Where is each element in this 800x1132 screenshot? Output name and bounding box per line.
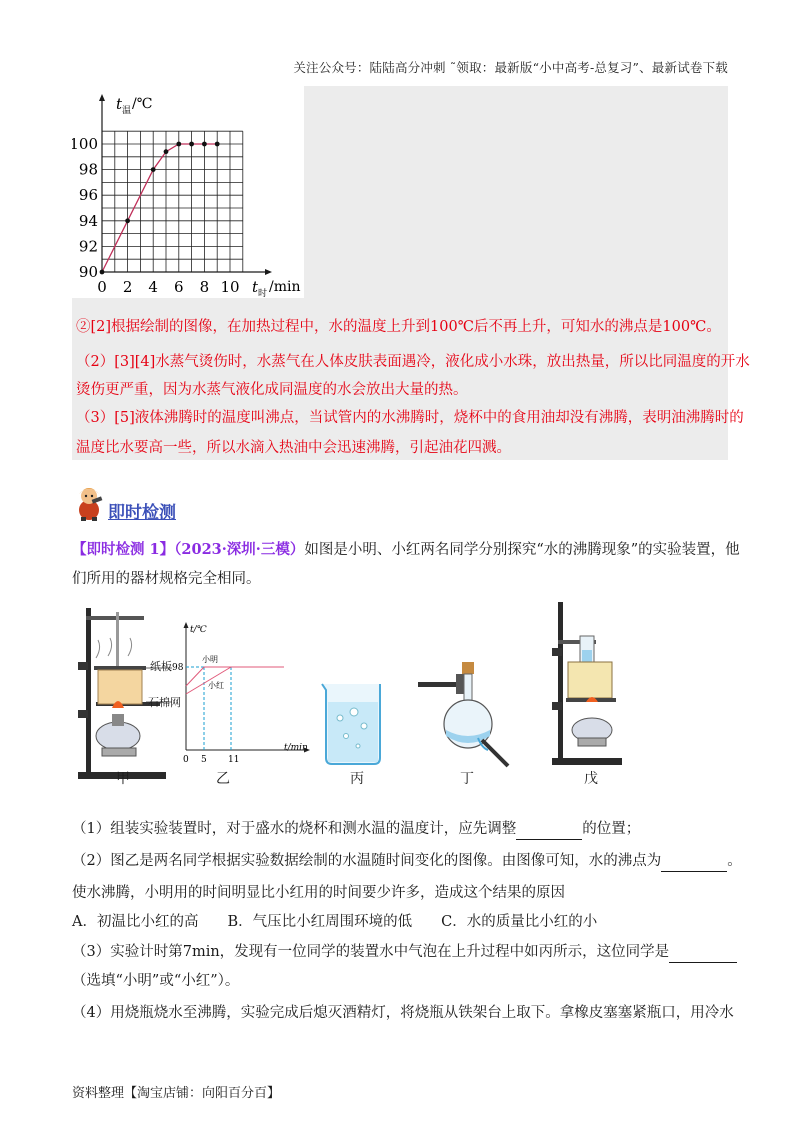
x-tick-label: 8 [199, 278, 210, 296]
data-point [125, 218, 130, 223]
yi-y-tick: 98 [172, 663, 184, 673]
sub-question-3 [72, 942, 737, 963]
data-point [151, 167, 156, 172]
x-tick-label: 6 [174, 278, 184, 296]
x-tick-label: 4 [148, 278, 158, 296]
y-tick-label: 98 [78, 160, 98, 179]
header-note: 关注公众号：陆陆高分冲刺 ˜领取：最新版“小中高考-总复习”、最新试卷下载 [293, 60, 728, 75]
q3-answer-blank[interactable] [669, 942, 737, 963]
answer-line-2: （2）[3][4]水蒸气烫伤时，水蒸气在人体皮肤表面遇冷，液化成小水珠，放出热量，所以比同温度的开水 [76, 354, 750, 370]
figure-wu-label: 戊 [584, 771, 598, 787]
y-tick-label: 94 [78, 211, 98, 230]
data-point [215, 142, 220, 147]
q1-text: （1）组装实验装置时，对于盛水的烧杯和测水温的温度计，应先调整 [72, 821, 517, 837]
y-axis-label: t [116, 95, 123, 113]
answer-line-1: ②[2]根据绘制的图像，在加热过程中，水的温度上升到100℃后不再上升，可知水的沸点是100℃。 [76, 319, 721, 335]
figure-bing [318, 678, 388, 768]
sub-question-4: （4）用烧瓶烧水至沸腾，实验完成后熄灭酒精灯，将烧瓶从铁架台上取下。拿橡皮塞塞紧瓶口，用冷水 [72, 1005, 734, 1021]
figure-ding [412, 658, 522, 768]
q2-answer-blank[interactable] [661, 851, 727, 872]
data-point [176, 142, 181, 147]
data-point [100, 270, 105, 275]
x-tick-label: 2 [122, 278, 133, 296]
q3-text: （3）实验计时第7min，发现有一位同学的装置水中气泡在上升过程中如丙所示，这位同学是 [72, 944, 670, 960]
yi-y-axis: t/℃ [190, 625, 207, 635]
yi-x-tick-5: 5 [201, 755, 207, 765]
y-tick-label: 96 [78, 186, 98, 205]
q2-options: A．初温比小红的高 B．气压比小红周围环境的低 C．水的质量比小红的小 [72, 914, 598, 930]
q2-text: （2）图乙是两名同学根据实验数据绘制的水温随时间变化的图像。由图像可知，水的沸点为 [72, 853, 662, 869]
q3-line-2: （选填“小明”或“小红”）。 [72, 973, 240, 989]
footer-text: 资料整理【淘宝店铺：向阳百分百】 [72, 1086, 281, 1101]
x-axis-arrow [265, 269, 272, 275]
figure-yi [172, 598, 322, 773]
sub-question-2 [72, 851, 742, 872]
q1-tail: 的位置； [582, 821, 641, 837]
figure-row [72, 598, 732, 788]
x-tick-label: 10 [220, 278, 240, 296]
y-axis-sub: 温 [122, 106, 132, 116]
data-point [164, 149, 169, 154]
yi-series-a: 小明 [202, 655, 218, 664]
y-tick-label: 100 [72, 135, 98, 153]
section-title: 即时检测 [108, 503, 176, 523]
y-axis-unit: /℃ [132, 96, 153, 112]
question-stem-2: 们所用的器材规格完全相同。 [72, 571, 261, 587]
yi-x-tick-0: 0 [183, 755, 189, 765]
question-stem-line-1 [72, 540, 740, 560]
question-tag: 【即时检测 1】 [72, 541, 175, 558]
answer-line-4: （3）[5]液体沸腾时的温度叫沸点，当试管内的水沸腾时，烧杯中的食用油却没有沸腾，表明油沸腾时的 [76, 410, 744, 426]
asbestos-net-label: 石棉网 [148, 696, 181, 709]
figure-yi-label: 乙 [216, 771, 230, 787]
y-tick-label: 92 [78, 237, 98, 256]
figure-bing-label: 丙 [350, 771, 364, 787]
yi-series-b: 小红 [208, 681, 224, 690]
y-tick-label: 90 [78, 263, 98, 281]
data-point [202, 142, 207, 147]
q2-tail: 。 [727, 853, 742, 869]
question-source: （2023·深圳·三模） [174, 541, 305, 558]
x-axis-sub: 时 [258, 289, 268, 298]
figure-wu [548, 598, 638, 768]
x-axis-label: t [252, 278, 259, 296]
q1-answer-blank[interactable] [516, 819, 582, 840]
figure-ding-label: 丁 [460, 771, 474, 787]
paper-board-label: 纸板 [150, 660, 172, 673]
graph-grid [102, 131, 243, 272]
yi-x-tick-11: 11 [228, 755, 240, 765]
temperature-graph-svg [72, 86, 304, 298]
figure-jia-label: 甲 [116, 771, 130, 787]
q2-line-2: 使水沸腾，小明用的时间明显比小红用的时间要少许多，造成这个结果的原因 [72, 885, 565, 901]
temperature-graph [72, 86, 304, 298]
x-axis-unit: /min [269, 279, 301, 295]
data-point [189, 142, 194, 147]
answer-line-5: 温度比水要高一些，所以水滴入热油中会迅速沸腾，引起油花四溅。 [76, 440, 511, 456]
yi-x-axis: t/min [284, 743, 308, 753]
x-tick-label: 0 [97, 278, 107, 296]
sub-question-1 [72, 819, 640, 840]
y-axis-arrow [99, 94, 105, 101]
mascot-icon [72, 482, 106, 522]
answer-line-3: 烫伤更严重，因为水蒸气液化成同温度的水会放出大量的热。 [76, 382, 468, 398]
question-stem-1: 如图是小明、小红两名同学分别探究“水的沸腾现象”的实验装置，他 [304, 542, 740, 558]
